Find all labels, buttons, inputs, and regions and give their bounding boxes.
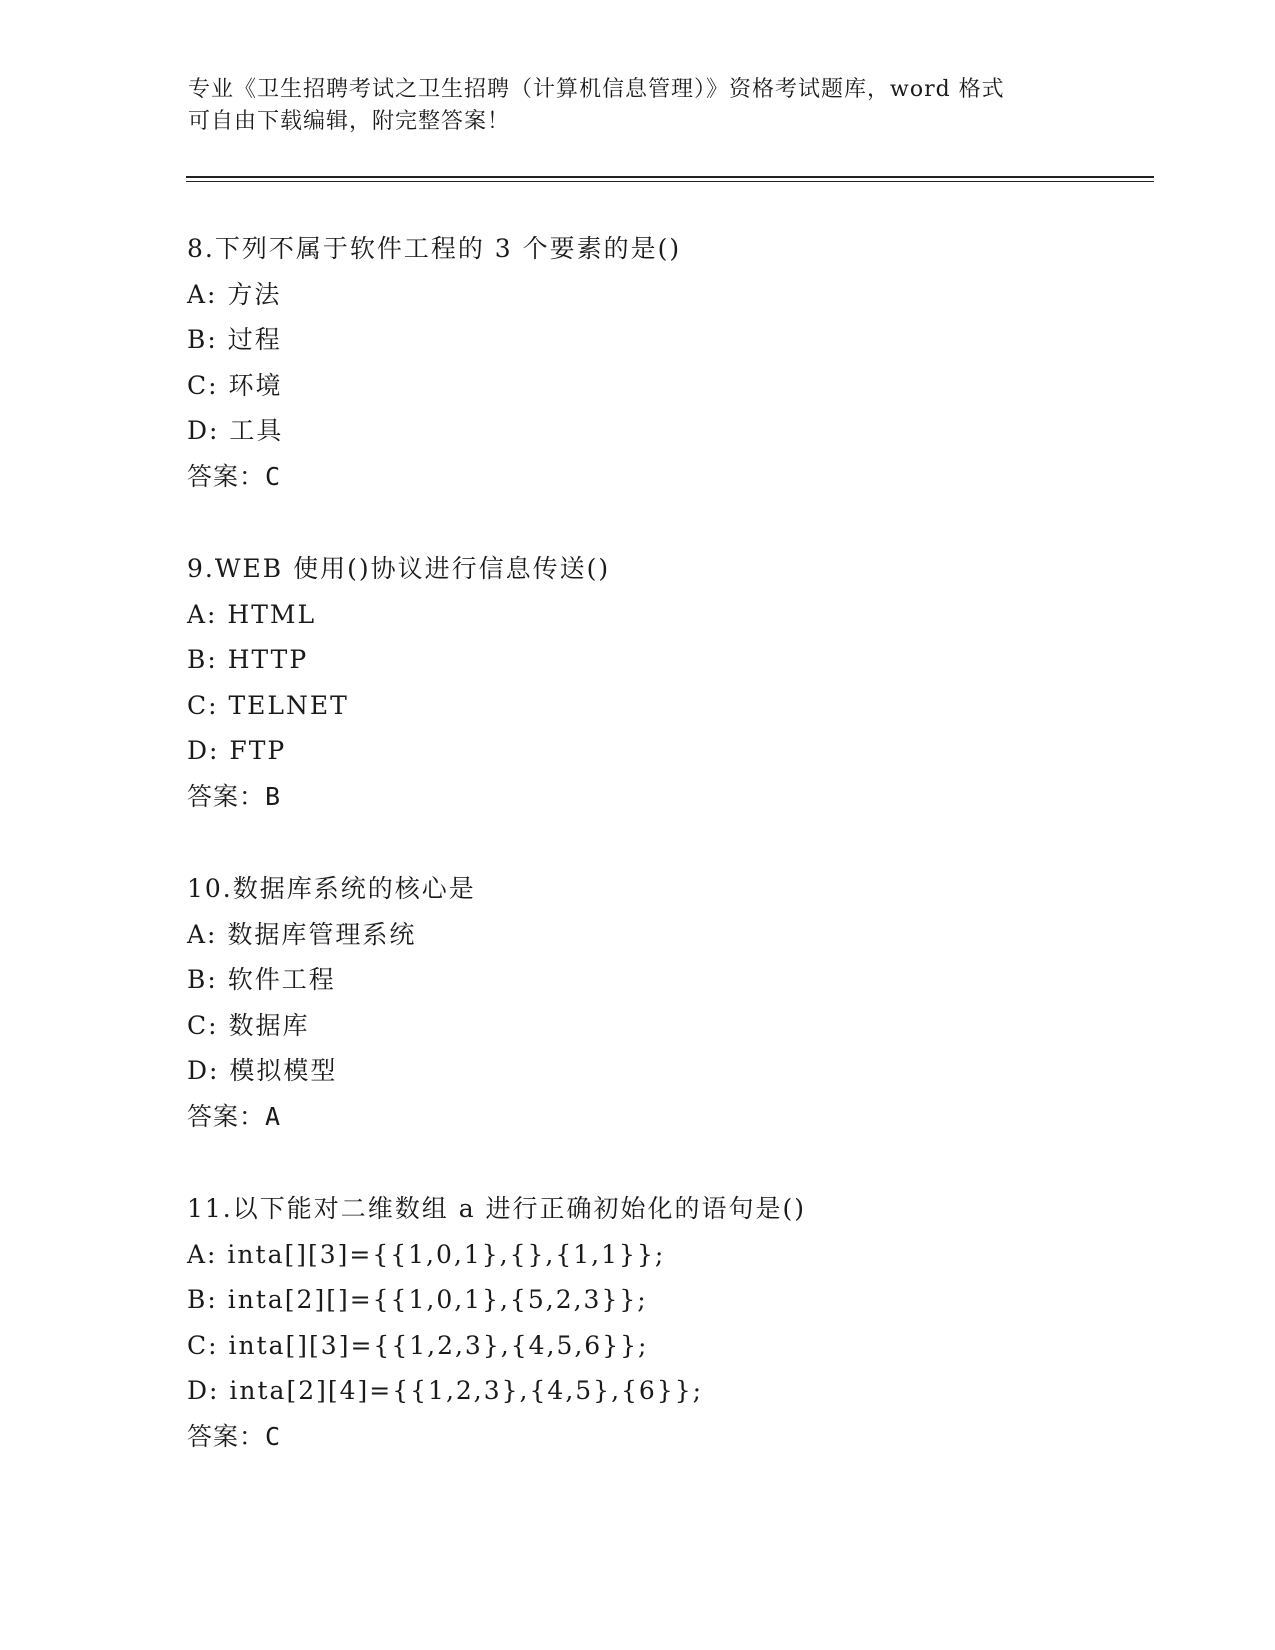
document-header bbox=[188, 74, 1088, 138]
option-a: A: inta[][3]={{1,0,1},{},{1,1}}; bbox=[187, 1239, 666, 1269]
option-b: B: 过程 bbox=[187, 325, 282, 354]
option-b: B: 软件工程 bbox=[187, 965, 336, 994]
question-10 bbox=[187, 866, 1187, 1139]
question-stem: 11.以下能对二维数组 a 进行正确初始化的语句是() bbox=[187, 1194, 807, 1223]
option-c: C: TELNET bbox=[187, 690, 349, 720]
option-b: B: inta[2][]={{1,0,1},{5,2,3}}; bbox=[187, 1285, 648, 1314]
answer-label: 答案：C bbox=[187, 461, 282, 491]
question-9 bbox=[187, 546, 1187, 819]
header-divider bbox=[186, 176, 1154, 182]
answer-label: 答案：A bbox=[187, 1101, 282, 1131]
option-a: A: 数据库管理系统 bbox=[187, 919, 417, 949]
header-line-1: 专业《卫生招聘考试之卫生招聘（计算机信息管理）》资格考试题库，word 格式 bbox=[188, 77, 1005, 102]
option-b: B: HTTP bbox=[187, 645, 309, 674]
option-c: C: 数据库 bbox=[187, 1010, 310, 1040]
option-a: A: HTML bbox=[187, 599, 317, 629]
header-line-2: 可自由下载编辑，附完整答案！ bbox=[188, 109, 511, 134]
option-d: D: FTP bbox=[187, 736, 287, 765]
option-d: D: inta[2][4]={{1,2,3},{4,5},{6}}; bbox=[187, 1376, 704, 1405]
option-d: D: 工具 bbox=[187, 416, 284, 445]
question-stem: 8.下列不属于软件工程的 3 个要素的是() bbox=[187, 234, 682, 263]
question-stem: 10.数据库系统的核心是 bbox=[187, 874, 476, 903]
answer-label: 答案：C bbox=[187, 1421, 282, 1451]
option-c: C: inta[][3]={{1,2,3},{4,5,6}}; bbox=[187, 1330, 649, 1360]
option-c: C: 环境 bbox=[187, 370, 283, 400]
question-stem: 9.WEB 使用()协议进行信息传送() bbox=[187, 554, 611, 583]
option-a: A: 方法 bbox=[187, 279, 282, 309]
answer-label: 答案：B bbox=[187, 781, 282, 811]
option-d: D: 模拟模型 bbox=[187, 1056, 338, 1085]
question-8 bbox=[187, 226, 1187, 499]
question-11 bbox=[187, 1186, 1187, 1459]
